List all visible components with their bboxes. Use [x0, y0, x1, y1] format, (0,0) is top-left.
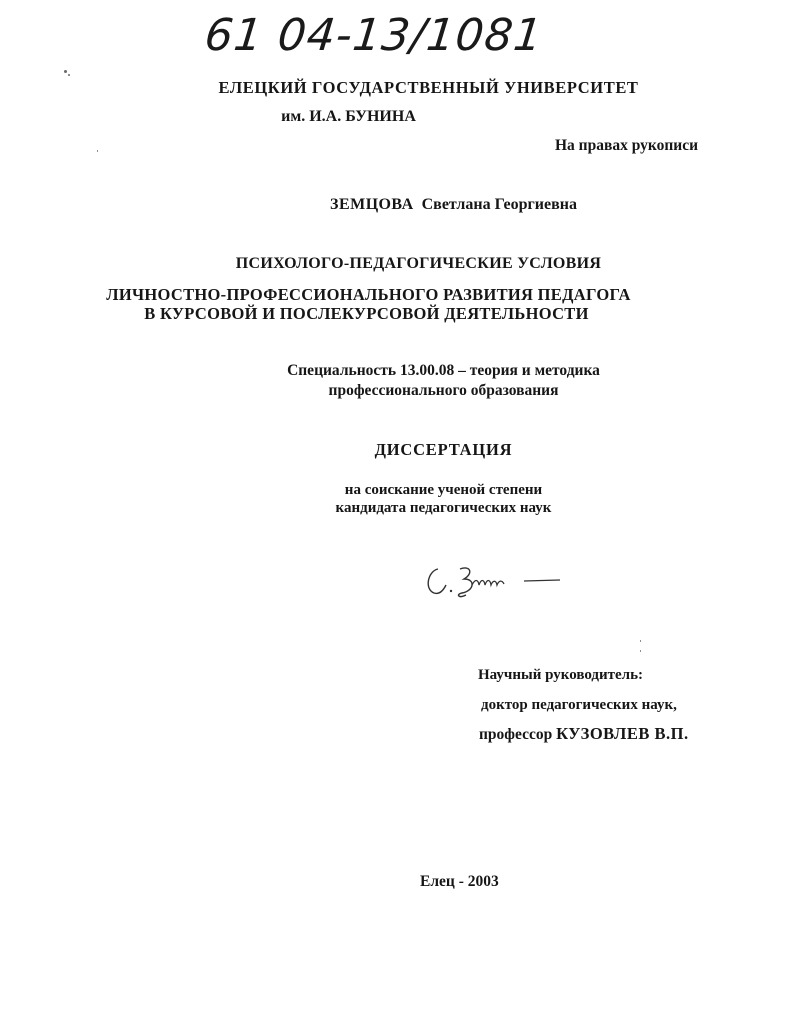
author-name — [330, 196, 577, 214]
scan-speck — [97, 150, 98, 152]
advisor-degree: доктор педагогических наук, — [481, 697, 677, 713]
university-named-after: им. И.А. БУНИНА — [281, 108, 416, 125]
dissertation-title-line-2: ЛИЧНОСТНО-ПРОФЕССИОНАЛЬНОГО РАЗВИТИЯ ПЕДАГОГА — [106, 285, 631, 304]
scan-speck — [640, 650, 641, 652]
advisor-name: КУЗОВЛЕВ В.П. — [556, 724, 689, 743]
document-type: ДИССЕРТАЦИЯ — [374, 440, 513, 459]
scan-speck — [68, 74, 70, 76]
degree-line-2: кандидата педагогических наук — [335, 500, 552, 516]
city-and-year: Елец - 2003 — [420, 873, 499, 890]
dissertation-title-line-1: ПСИХОЛОГО-ПЕДАГОГИЧЕСКИЕ УСЛОВИЯ — [235, 255, 602, 272]
author-surname: ЗЕМЦОВА — [330, 196, 414, 213]
specialty-line-2: профессионального образования — [328, 382, 559, 399]
advisor-title-and-name — [479, 724, 689, 744]
author-signature — [420, 555, 570, 605]
specialty-line-1: Специальность 13.00.08 – теория и методика — [287, 362, 600, 379]
advisor-heading: Научный руководитель: — [478, 667, 643, 683]
dissertation-title-line-3: В КУРСОВОЙ И ПОСЛЕКУРСОВОЙ ДЕЯТЕЛЬНОСТИ — [144, 304, 589, 323]
advisor-title: профессор — [479, 726, 553, 743]
degree-line-1: на соискание ученой степени — [344, 482, 543, 498]
university-name: ЕЛЕЦКИЙ ГОСУДАРСТВЕННЫЙ УНИВЕРСИТЕТ — [218, 78, 639, 97]
scan-speck — [640, 640, 641, 642]
manuscript-rights-note: На правах рукописи — [555, 137, 699, 154]
author-given-names: Светлана Георгиевна — [421, 196, 577, 213]
scan-speck — [64, 70, 67, 73]
handwritten-catalog-code: 61 04-13/1081 — [202, 10, 546, 61]
